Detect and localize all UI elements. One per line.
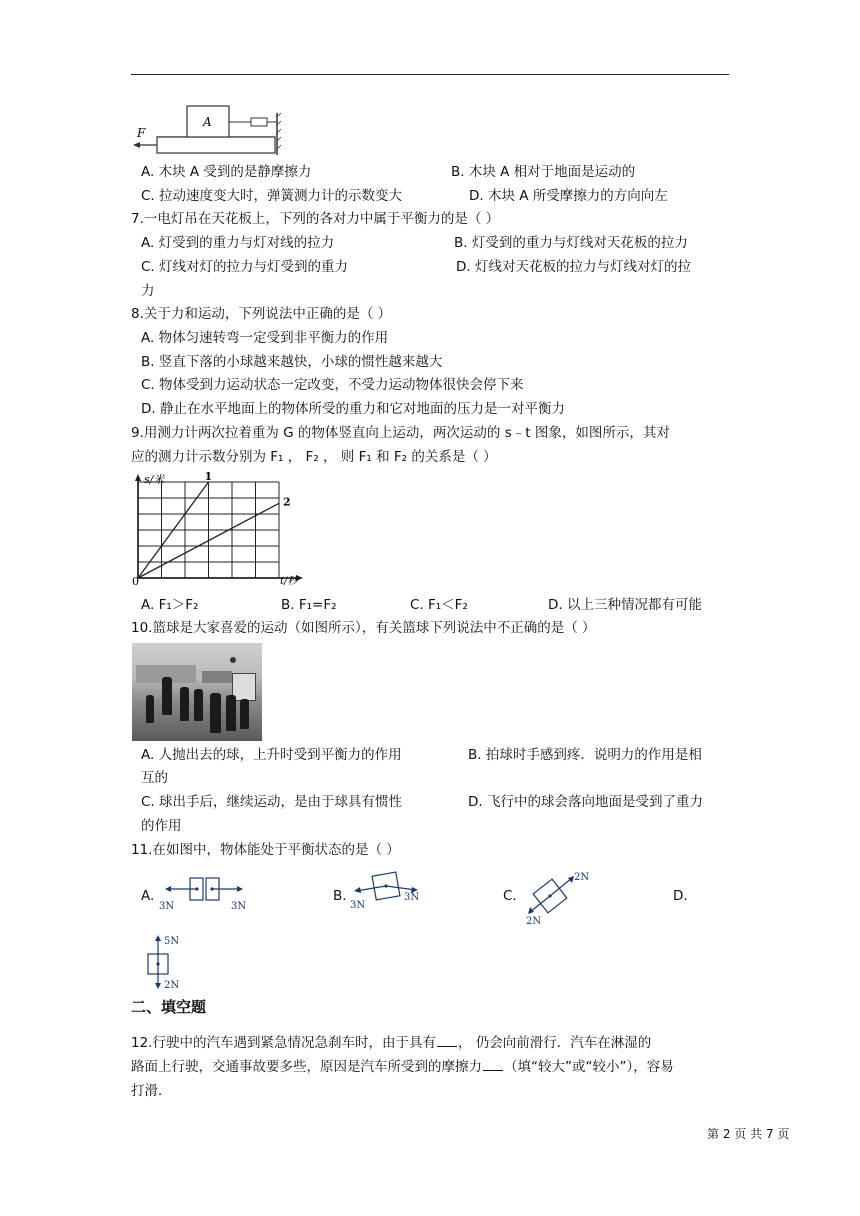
q7-option-d: D. 灯线对天花板的拉力与灯线对灯的拉 bbox=[456, 259, 691, 275]
q8-stem: 8.关于力和运动，下列说法中正确的是（ ） bbox=[131, 306, 392, 322]
q8-option-d: D. 静止在水平地面上的物体所受的重力和它对地面的压力是一对平衡力 bbox=[141, 401, 565, 417]
svg-text:2N: 2N bbox=[574, 872, 590, 883]
chart-ylabel: s/米 bbox=[144, 473, 165, 486]
q7-option-d-cont: 力 bbox=[141, 283, 155, 299]
block-a-label: A bbox=[203, 115, 212, 129]
svg-text:2N: 2N bbox=[526, 916, 542, 926]
q9-option-b: B. F₁=F₂ bbox=[281, 597, 337, 613]
q12-line3: 打滑． bbox=[131, 1083, 172, 1099]
q11-option-d: D. bbox=[673, 888, 688, 904]
answer-blank-1[interactable] bbox=[437, 1034, 457, 1047]
svg-text:3N: 3N bbox=[159, 901, 175, 912]
chart-origin-label: 0 bbox=[132, 575, 139, 588]
header-rule bbox=[131, 74, 729, 75]
q6-figure bbox=[133, 103, 281, 157]
q12-line1: 12.行驶中的汽车遇到紧急情况急刹车时，由于具有 ， 仍会向前滑行．汽车在淋湿的 bbox=[131, 1035, 652, 1051]
q8-option-a: A. 物体匀速转弯一定受到非平衡力的作用 bbox=[141, 330, 389, 346]
q7-option-a: A. 灯受到的重力与灯对线的拉力 bbox=[141, 235, 335, 251]
basketball bbox=[230, 657, 236, 663]
svg-text:3N: 3N bbox=[404, 892, 420, 903]
q9-stem-line2: 应的测力计示数分别为 F₁ ， F₂ ， 则 F₁ 和 F₂ 的关系是（ ） bbox=[131, 449, 497, 465]
q9-option-c: C. F₁＜F₂ bbox=[410, 597, 468, 613]
q8-option-c: C. 物体受到力运动状态一定改变，不受力运动物体很快会停下来 bbox=[141, 377, 524, 393]
q11-figure-d bbox=[142, 932, 192, 990]
basketball-photo bbox=[132, 643, 262, 741]
q11-figure-b bbox=[348, 866, 426, 914]
q10-option-b: B. 拍球时手感到疼．说明力的作用是相 bbox=[468, 747, 702, 763]
q7-option-b: B. 灯受到的重力与灯线对天花板的拉力 bbox=[454, 235, 688, 251]
q9-option-a: A. F₁＞F₂ bbox=[141, 597, 199, 613]
q7-stem: 7.一电灯吊在天花板上，下列的各对力中属于平衡力的是（ ） bbox=[131, 211, 500, 227]
q11-option-a: A. bbox=[141, 888, 155, 904]
answer-blank-2[interactable] bbox=[483, 1058, 503, 1071]
q10-option-a: A. 人抛出去的球，上升时受到平衡力的作用 bbox=[141, 747, 402, 763]
svg-text:2N: 2N bbox=[164, 980, 180, 990]
svg-text:3N: 3N bbox=[231, 901, 247, 912]
q9-option-d: D. 以上三种情况都有可能 bbox=[548, 597, 702, 613]
q10-option-d-cont: 的作用 bbox=[141, 818, 182, 834]
q6-option-d: D. 木块 A 所受摩擦力的方向向左 bbox=[469, 188, 668, 204]
q11-figure-a bbox=[157, 872, 249, 914]
board bbox=[157, 137, 275, 153]
y-axis-arrow bbox=[135, 474, 141, 481]
q10-stem: 10.篮球是大家喜爱的运动（如图所示），有关篮球下列说法中不正确的是（ ） bbox=[131, 620, 596, 636]
q11-option-b: B. bbox=[333, 888, 347, 904]
svg-text:5N: 5N bbox=[164, 936, 180, 947]
section-title: 二、填空题 bbox=[131, 998, 207, 1016]
series-label-2: 2 bbox=[283, 495, 291, 509]
q11-stem: 11.在如图中，物体能处于平衡状态的是（ ） bbox=[131, 842, 400, 858]
page-footer: 第 2 页 共 7 页 bbox=[707, 1127, 790, 1141]
chart-grid bbox=[135, 474, 303, 581]
svg-text:3N: 3N bbox=[350, 900, 366, 911]
q10-option-d: D. 飞行中的球会落向地面是受到了重力 bbox=[468, 794, 703, 810]
q6-option-b: B. 木块 A 相对于地面是运动的 bbox=[451, 164, 636, 180]
spring-scale bbox=[251, 118, 267, 126]
q10-option-b-cont: 互的 bbox=[141, 770, 168, 786]
q12-line2: 路面上行驶，交通事故要多些，原因是汽车所受到的摩擦力 （填“较大”或“较小”），容易 bbox=[131, 1059, 674, 1075]
q10-option-c: C. 球出手后，继续运动，是由于球具有惯性 bbox=[141, 794, 403, 810]
q6-option-c: C. 拉动速度变大时，弹簧测力计的示数变大 bbox=[141, 188, 403, 204]
chart-xlabel: t/秒 bbox=[280, 576, 298, 587]
series-label-1: 1 bbox=[204, 472, 213, 483]
q9-stem-line1: 9.用测力计两次拉着重为 G 的物体竖直向上运动，两次运动的 s﹣t 图象，如图所示，其对 bbox=[131, 425, 670, 441]
force-label: F bbox=[137, 126, 146, 140]
q7-option-c: C. 灯线对灯的拉力与灯受到的重力 bbox=[141, 259, 349, 275]
q11-option-c: C. bbox=[503, 888, 517, 904]
q11-figure-c bbox=[520, 868, 592, 926]
q9-st-chart bbox=[130, 472, 305, 590]
q8-option-b: B. 竖直下落的小球越来越快，小球的惯性越来越大 bbox=[141, 354, 443, 370]
q6-option-a: A. 木块 A 受到的是静摩擦力 bbox=[141, 164, 312, 180]
